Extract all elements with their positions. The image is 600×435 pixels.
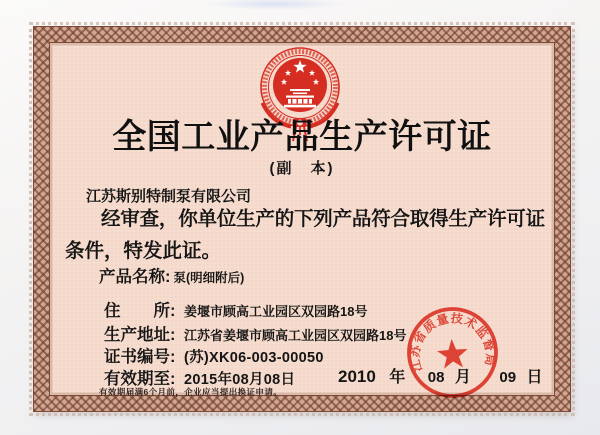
field-label: 证书编号:: [104, 348, 176, 366]
issue-month: 08: [427, 369, 445, 386]
official-seal: [402, 302, 503, 403]
field-product-name: [99, 263, 244, 287]
statement-line-2: 条件，特发此证。: [65, 240, 222, 262]
company-name: 江苏斯别特制泵有限公司: [86, 188, 252, 205]
field-label: 住 所:: [104, 302, 176, 320]
field-label: 产品名称:: [99, 268, 171, 286]
issue-year: 2010: [338, 367, 376, 386]
field-production-address: [104, 321, 406, 345]
issue-month-unit: 月: [454, 369, 471, 386]
renewal-note: 有效期届满6个月前，企业应当提出换证申请。: [99, 387, 283, 397]
field-value: 姜堰市顾高工业园区双园路18号: [184, 304, 368, 319]
seal-star-icon: [436, 338, 469, 369]
field-label: 有效期至:: [104, 370, 176, 388]
issue-day-unit: 日: [526, 369, 543, 386]
certificate-title: 全国工业产品生产许可证: [112, 118, 492, 156]
field-value: 泵(明细附后): [173, 271, 245, 285]
field-value: 江苏省姜堰市顾高工业园区双园路18号: [184, 328, 407, 343]
seal-text: 江苏省质量技术监督局: [407, 310, 498, 374]
field-value: (苏)XK06-003-00050: [184, 350, 324, 366]
field-address: [104, 297, 367, 321]
field-value: 2015年08月08日: [184, 372, 296, 388]
field-label: 生产地址:: [104, 326, 176, 344]
issue-year-unit: 年: [389, 369, 406, 386]
statement-line-1: 经审查，你单位生产的下列产品符合取得生产许可证: [101, 208, 545, 230]
issue-day: 09: [499, 369, 517, 386]
certificate-subtitle: (副 本): [269, 160, 335, 177]
field-certificate-number: [104, 343, 324, 367]
